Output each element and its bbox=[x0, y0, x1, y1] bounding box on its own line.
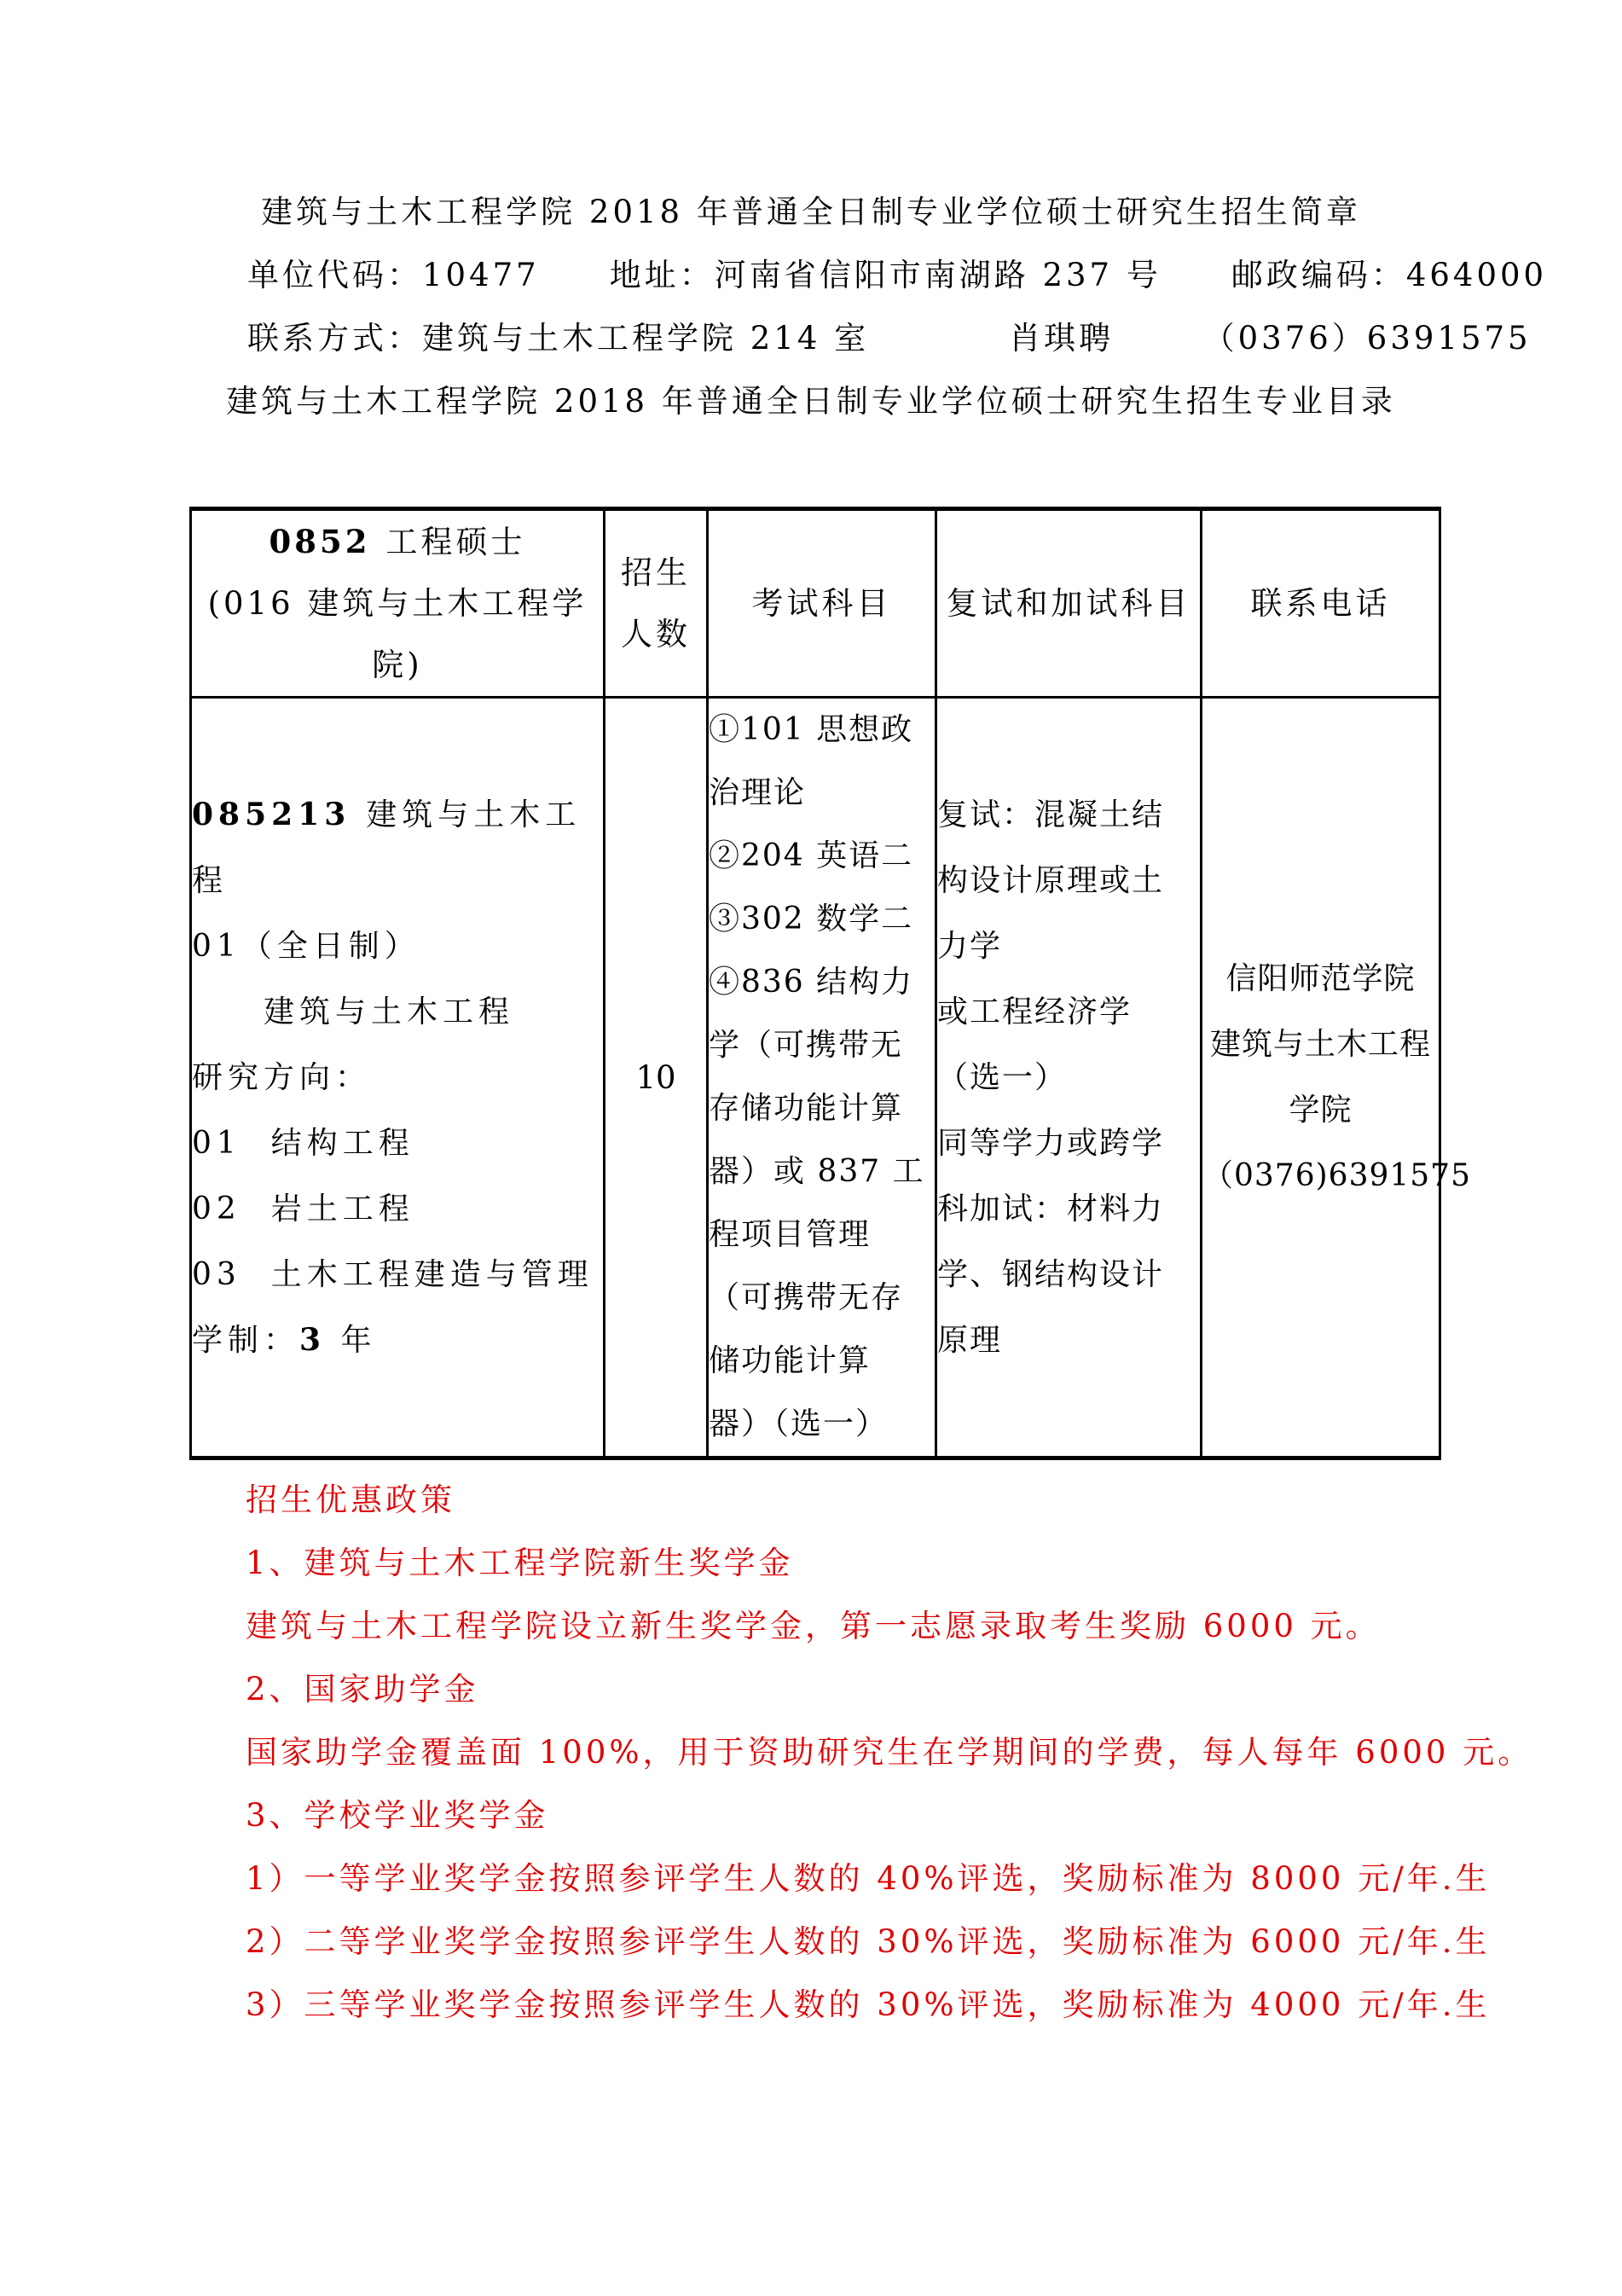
retest-line: 同等学力或跨学 bbox=[937, 1125, 1165, 1161]
retest-line: 科加试：材料力 bbox=[937, 1191, 1165, 1226]
exam-line: ①101 思想政 bbox=[709, 712, 914, 747]
schooling-prefix: 学制： bbox=[192, 1322, 300, 1358]
retest-line: 学、钢结构设计 bbox=[937, 1256, 1165, 1292]
phone-line: （0376)6391575 bbox=[1202, 1158, 1471, 1193]
phone-line: 建筑与土木工程 bbox=[1209, 1027, 1431, 1062]
program-code: 0852 bbox=[269, 523, 371, 560]
major-line: 建筑与土木工程 bbox=[192, 994, 515, 1029]
policy-line: 建筑与土木工程学院设立新生奖学金，第一志愿录取考生奖励 6000 元。 bbox=[246, 1608, 1381, 1644]
exam-line: 存储功能计算 bbox=[709, 1091, 904, 1126]
exam-line: 器）或 837 工 bbox=[709, 1154, 925, 1189]
retest-line: 力学 bbox=[937, 928, 1003, 964]
policies-heading: 招生优惠政策 bbox=[246, 1481, 455, 1518]
policy-line: 2、国家助学金 bbox=[246, 1671, 479, 1708]
enrollment-label-line: 人数 bbox=[621, 615, 691, 652]
exam-line: ③302 数学二 bbox=[709, 902, 914, 936]
major-code: 085213 bbox=[192, 796, 351, 832]
major-code-line bbox=[192, 782, 603, 913]
page-title: 建筑与土木工程学院 2018 年普通全日制专业学位硕士研究生招生简章 bbox=[261, 194, 1361, 230]
exam-cell bbox=[708, 698, 936, 1458]
retest-line: 复试：混凝土结 bbox=[937, 797, 1165, 832]
table-header-row bbox=[191, 509, 1440, 698]
policy-line: 1、建筑与土木工程学院新生奖学金 bbox=[246, 1545, 794, 1581]
phone-line: 信阳师范学院 bbox=[1225, 961, 1416, 996]
header-retest-cell: 复试和加试科目 bbox=[936, 509, 1202, 698]
retest-line: 原理 bbox=[937, 1322, 1003, 1358]
exam-line: ②204 英语二 bbox=[709, 838, 914, 873]
major-detail-lines bbox=[192, 913, 603, 1307]
major-line: 01 结构工程 bbox=[192, 1125, 414, 1161]
policies-section bbox=[246, 1469, 1622, 2037]
header-program-cell bbox=[191, 509, 605, 698]
enrollment-cell: 10 bbox=[605, 698, 708, 1458]
catalog-title: 建筑与土木工程学院 2018 年普通全日制专业学位硕士研究生招生专业目录 bbox=[226, 383, 1396, 420]
policy-line: 2）二等学业奖学金按照参评学生人数的 30%评选，奖励标准为 6000 元/年.生 bbox=[246, 1923, 1491, 1960]
major-line: 01（全日制） bbox=[192, 928, 420, 964]
unit-code-line: 单位代码：10477 地址：河南省信阳市南湖路 237 号 邮政编码：464000 bbox=[247, 257, 1548, 293]
schooling-years: 3 bbox=[299, 1321, 327, 1358]
enrollment-label-line: 招生 bbox=[621, 554, 691, 591]
policy-line: 3）三等学业奖学金按照参评学生人数的 30%评选，奖励标准为 4000 元/年.生 bbox=[246, 1986, 1491, 2023]
major-line: 03 土木工程建造与管理 bbox=[192, 1256, 594, 1292]
program-data-row bbox=[191, 698, 1440, 1458]
major-cell bbox=[191, 698, 605, 1458]
retest-cell bbox=[936, 698, 1202, 1458]
exam-line: ④836 结构力 bbox=[709, 965, 914, 1000]
exam-line: 学（可携带无 bbox=[709, 1028, 904, 1063]
retest-line: 构设计原理或土 bbox=[937, 862, 1165, 898]
program-title-line bbox=[192, 511, 603, 573]
exam-line: 程项目管理 bbox=[709, 1217, 872, 1252]
major-name: 建筑与土木工程 bbox=[192, 797, 582, 898]
program-dept: (016 建筑与土木工程学院) bbox=[207, 585, 588, 683]
policies-lines bbox=[246, 1532, 1622, 2037]
schooling-line bbox=[192, 1307, 603, 1373]
admissions-table bbox=[189, 507, 1471, 1460]
phone-line: 学院 bbox=[1289, 1093, 1353, 1128]
phone-cell bbox=[1202, 698, 1471, 1458]
major-line: 研究方向： bbox=[192, 1059, 372, 1095]
policy-line: 1）一等学业奖学金按照参评学生人数的 40%评选，奖励标准为 8000 元/年.生 bbox=[246, 1860, 1491, 1897]
schooling-suffix: 年 bbox=[326, 1322, 377, 1358]
program-name: 工程硕士 bbox=[385, 524, 526, 560]
header-exam-cell: 考试科目 bbox=[708, 509, 936, 698]
contact-line: 联系方式：建筑与土木工程学院 214 室 肖琪聘 （0376）6391575 bbox=[247, 320, 1532, 357]
header-phone-cell: 联系电话 bbox=[1202, 509, 1440, 698]
major-line: 02 岩土工程 bbox=[192, 1191, 414, 1226]
exam-line: （可携带无存 bbox=[709, 1280, 904, 1315]
header-enrollment-cell bbox=[605, 509, 708, 698]
exam-line: 器）（选一） bbox=[709, 1406, 889, 1441]
policy-line: 3、学校学业奖学金 bbox=[246, 1797, 549, 1834]
retest-line: 或工程经济学 bbox=[937, 994, 1133, 1029]
exam-line: 治理论 bbox=[709, 775, 807, 810]
exam-line: 储功能计算 bbox=[709, 1343, 872, 1378]
policy-line: 国家助学金覆盖面 100%，用于资助研究生在学期间的学费，每人每年 6000 元。 bbox=[246, 1734, 1533, 1771]
retest-line: （选一） bbox=[937, 1059, 1068, 1095]
